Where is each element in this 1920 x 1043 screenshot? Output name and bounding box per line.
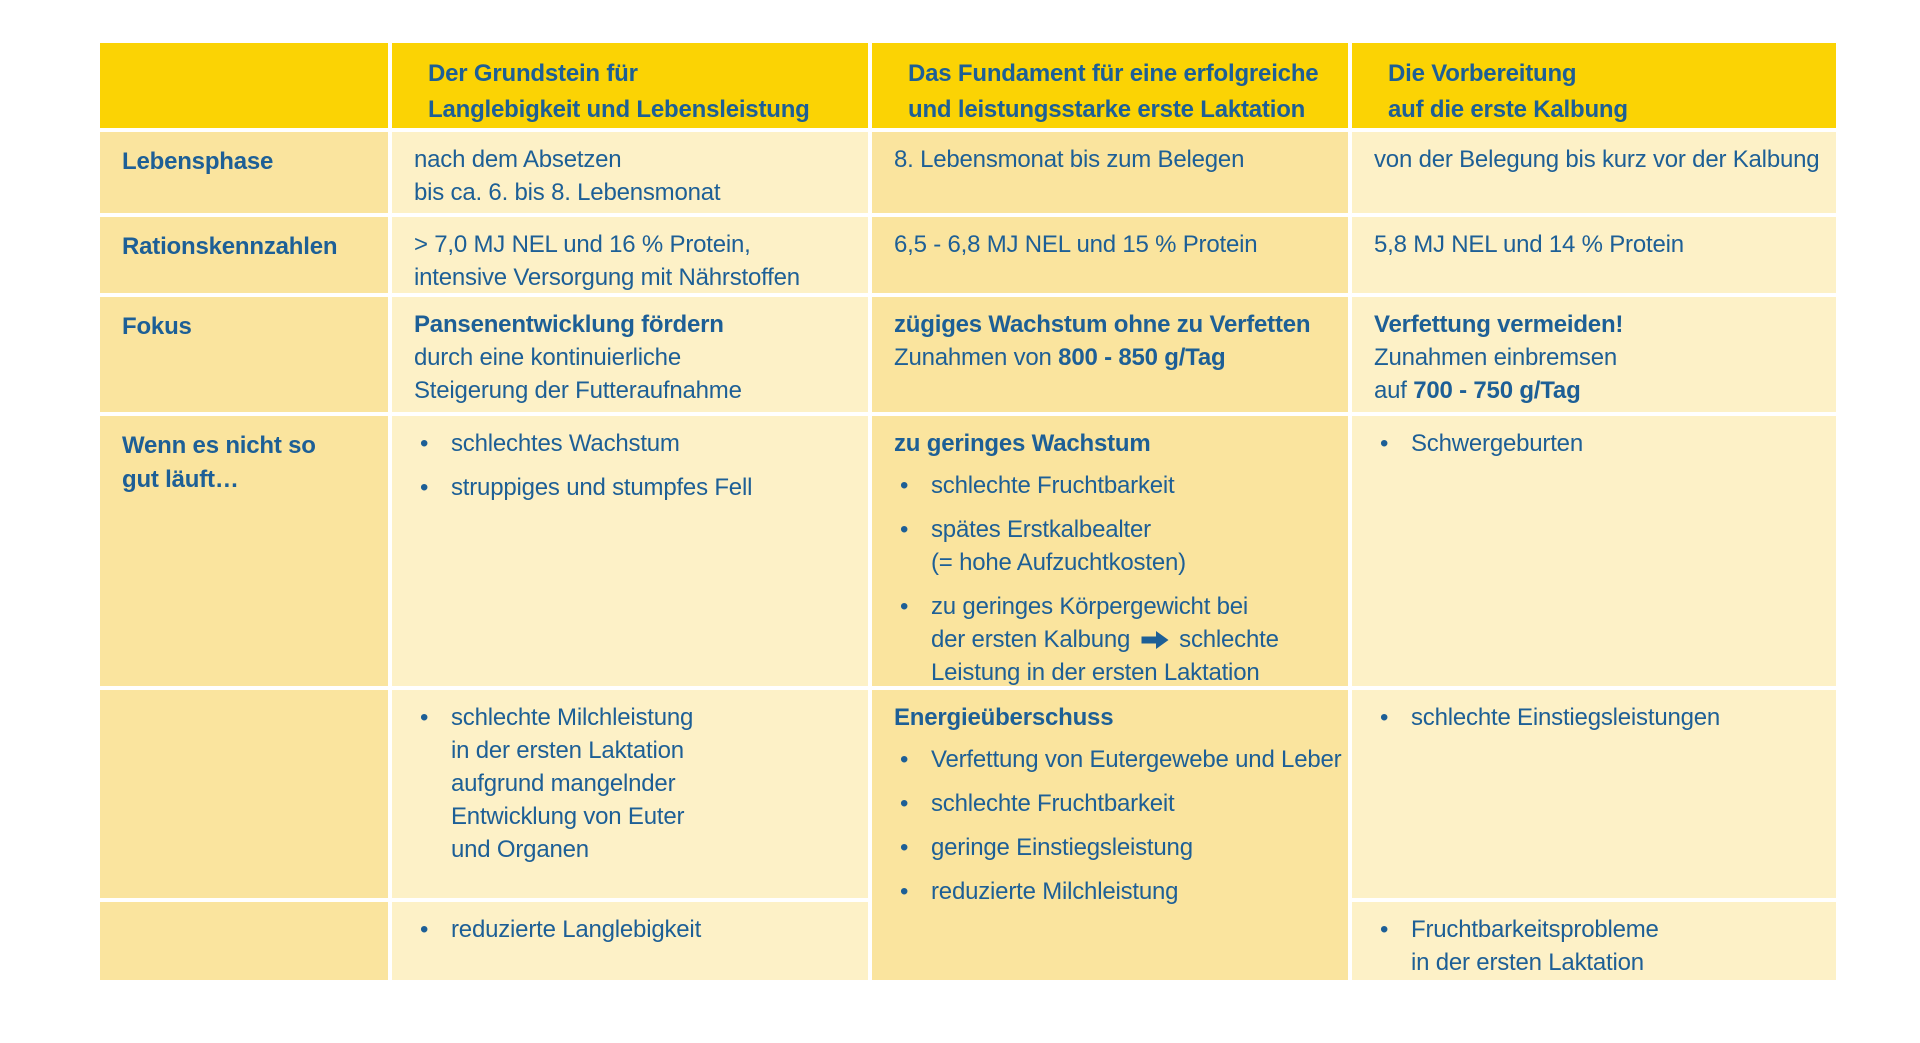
bullet-text: schlechte Fruchtbarkeit (931, 472, 1175, 499)
cell-lebensphase-col4 (1352, 132, 1836, 213)
bullet-icon: • (1380, 704, 1389, 731)
cell-text: zügiges Wachstum ohne zu Verfetten Zunahmen von 800 - 850 g/Tag (894, 311, 1311, 371)
bullet-item (1374, 427, 1828, 460)
column-header-3 (1352, 43, 1836, 128)
bullet-icon: • (420, 430, 429, 457)
cell-rationskennzahlen-col2 (392, 217, 868, 293)
bullet-icon: • (1380, 916, 1389, 943)
bullet-list (1374, 913, 1828, 979)
cell-wenn-es-nicht-so-gut-laeuft-3-col2 (392, 902, 868, 980)
bullet-list (894, 469, 1340, 686)
bullet-item (1374, 913, 1828, 979)
bullet-icon: • (900, 472, 909, 499)
cell-text: nach dem Absetzen bis ca. 6. bis 8. Lebensmonat (414, 146, 721, 206)
cell-wenn-es-nicht-so-gut-laeuft-2-col3 (872, 690, 1348, 980)
cell-wenn-es-nicht-so-gut-laeuft-1-col2 (392, 416, 868, 686)
bullet-text: geringe Einstiegsleistung (931, 834, 1193, 861)
heifer-rearing-phases-table (100, 43, 1836, 980)
bullet-text: reduzierte Langlebigkeit (451, 916, 702, 943)
row-label-text: Wenn es nicht so gut läuft… (122, 432, 316, 493)
bullet-icon: • (900, 516, 909, 543)
bullet-item (1374, 701, 1828, 734)
bullet-item (894, 469, 1340, 502)
bullet-text: schlechtes Wachstum (451, 430, 680, 457)
arrow-right-icon (1141, 631, 1169, 649)
row-label-text: Rationskennzahlen (122, 233, 338, 260)
bullet-text: reduzierte Milchleistung (931, 878, 1179, 905)
cell-text: Energieüberschuss (894, 704, 1114, 731)
column-header-0 (100, 43, 388, 128)
bullet-icon: • (1380, 430, 1389, 457)
bullet-text: schlechte Fruchtbarkeit (931, 790, 1175, 817)
cell-lebensphase-col2 (392, 132, 868, 213)
bullet-text: Verfettung von Eutergewebe und Leber (931, 746, 1342, 773)
cell-rationskennzahlen-col4 (1352, 217, 1836, 293)
row-label-text: Fokus (122, 313, 192, 340)
bullet-item (894, 875, 1340, 908)
cell-fokus-col2 (392, 297, 868, 412)
row-label-1 (100, 132, 388, 213)
bullet-list (414, 701, 860, 866)
bullet-text: spätes Erstkalbealter (= hohe Aufzuchtkosten) (931, 516, 1186, 576)
row-label-5 (100, 690, 388, 898)
column-header-text: Das Fundament für eine erfolgreiche und leistungsstarke erste Laktation (908, 60, 1319, 123)
cell-rationskennzahlen-col3 (872, 217, 1348, 293)
bullet-list (1374, 701, 1828, 734)
bullet-icon: • (420, 916, 429, 943)
column-header-2 (872, 43, 1348, 128)
row-label-7 (100, 902, 388, 980)
column-header-text: Der Grundstein für Langlebigkeit und Lebensleistung (428, 60, 810, 123)
row-label-4 (100, 416, 388, 686)
cell-text: > 7,0 MJ NEL und 16 % Protein, intensive Versorgung mit Nährstoffen (414, 231, 800, 291)
cell-fokus-col3 (872, 297, 1348, 412)
bullet-item (894, 787, 1340, 820)
bullet-list (894, 743, 1340, 908)
bullet-list (414, 913, 860, 946)
cell-text: 6,5 - 6,8 MJ NEL und 15 % Protein (894, 231, 1258, 258)
bullet-icon: • (900, 746, 909, 773)
cell-text: Verfettung vermeiden! Zunahmen einbremsen auf 700 - 750 g/Tag (1374, 311, 1624, 404)
bullet-icon: • (900, 834, 909, 861)
cell-text: zu geringes Wachstum (894, 430, 1151, 457)
bullet-text: Schwergeburten (1411, 430, 1583, 457)
bullet-item (894, 743, 1340, 776)
bullet-icon: • (420, 474, 429, 501)
cell-wenn-es-nicht-so-gut-laeuft-1-col4 (1352, 416, 1836, 686)
column-header-1 (392, 43, 868, 128)
bullet-text: struppiges und stumpfes Fell (451, 474, 753, 501)
cell-fokus-col4 (1352, 297, 1836, 412)
bullet-item (894, 513, 1340, 579)
cell-text: von der Belegung bis kurz vor der Kalbung (1374, 146, 1820, 173)
cell-wenn-es-nicht-so-gut-laeuft-1-col3 (872, 416, 1348, 686)
bullet-text: schlechte Einstiegsleistungen (1411, 704, 1721, 731)
cell-text: 8. Lebensmonat bis zum Belegen (894, 146, 1245, 173)
bullet-item (414, 913, 860, 946)
bullet-list (414, 427, 860, 504)
cell-lebensphase-col3 (872, 132, 1348, 213)
cell-wenn-es-nicht-so-gut-laeuft-3-col4 (1352, 902, 1836, 980)
bullet-list (1374, 427, 1828, 460)
row-label-text: Lebensphase (122, 148, 274, 175)
bullet-item (414, 701, 860, 866)
cell-wenn-es-nicht-so-gut-laeuft-2-col4 (1352, 690, 1836, 898)
column-header-text: Die Vorbereitung auf die erste Kalbung (1388, 60, 1628, 123)
cell-text: Pansenentwicklung fördern durch eine kontinuierliche Steigerung der Futteraufnahme (414, 311, 742, 404)
bullet-text: schlechte Milchleistung in der ersten Laktation aufgrund mangelnder Entwicklung von Euter und Organen (451, 704, 694, 863)
cell-text: 5,8 MJ NEL und 14 % Protein (1374, 231, 1684, 258)
bullet-item (894, 590, 1340, 686)
bullet-icon: • (420, 704, 429, 731)
bullet-icon: • (900, 790, 909, 817)
row-label-2 (100, 217, 388, 293)
row-label-3 (100, 297, 388, 412)
bullet-item (894, 831, 1340, 864)
bullet-item (414, 427, 860, 460)
bullet-text: zu geringes Körpergewicht bei der ersten Kalbung schlechte Leistung in der ersten Laktation (931, 593, 1279, 686)
bullet-text: Fruchtbarkeitsprobleme in der ersten Laktation (1411, 916, 1659, 976)
bullet-item (414, 471, 860, 504)
bullet-icon: • (900, 878, 909, 905)
cell-wenn-es-nicht-so-gut-laeuft-2-col2 (392, 690, 868, 898)
bullet-icon: • (900, 593, 909, 620)
